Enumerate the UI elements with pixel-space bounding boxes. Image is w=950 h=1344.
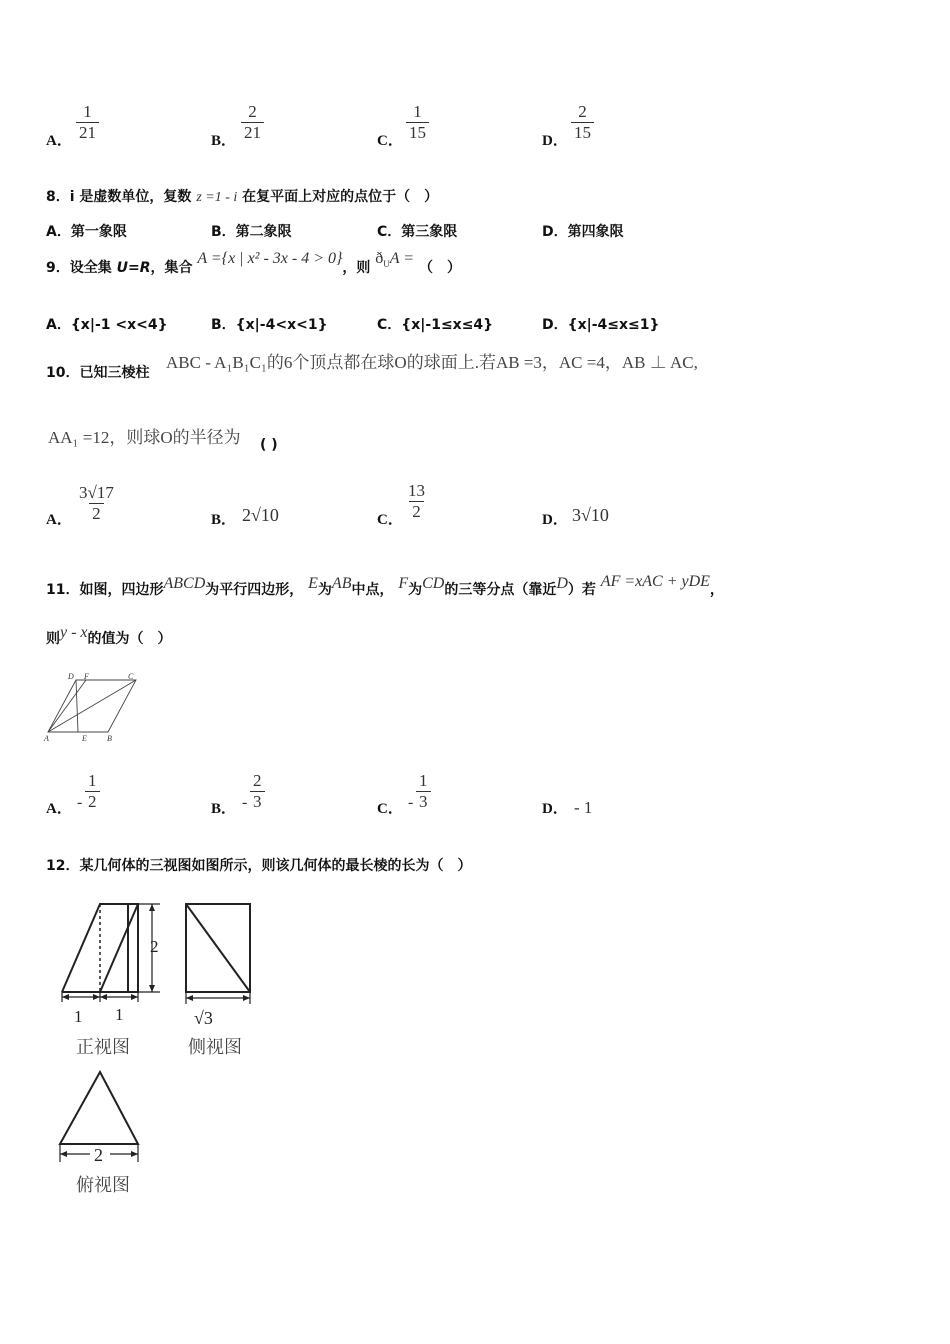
q11-option-d-label: D． xyxy=(542,801,568,817)
q10-condition-line: ABC - A₁B₁C₁的6个顶点都在球O的球面上.若AB =3，AC =4，AB ⊥ AC, xyxy=(166,353,698,372)
stem-text: 某几何体的三视图如图所示，则该几何体的最长棱的长为（ ） xyxy=(79,858,472,874)
math-expression: z =1 - i xyxy=(196,190,238,205)
side-view-caption: 侧视图 xyxy=(188,1037,242,1058)
stem-text: 已知三棱柱 xyxy=(79,365,150,381)
q11-option-c-fraction[interactable] xyxy=(416,771,431,812)
q10-option-d-label: D． xyxy=(542,512,568,528)
dim-height: 2 xyxy=(150,937,159,956)
label-f: F xyxy=(84,672,89,681)
q9-stem xyxy=(46,250,461,278)
q12-stem xyxy=(46,855,471,875)
label-c: C xyxy=(128,672,134,681)
question-number: 10． xyxy=(46,365,80,381)
numerator: 13 xyxy=(408,481,425,500)
q11-stem-line2: 则y - x的值为（ ） xyxy=(46,624,172,647)
q8-option-b[interactable]: B．第二象限 xyxy=(211,224,292,240)
q9-option-b[interactable]: B．{x|-4<x<1} xyxy=(211,317,328,333)
denominator: 21 xyxy=(76,122,99,143)
q9-option-d[interactable]: D．{x|-4≤x≤1} xyxy=(542,317,660,333)
q11-option-b-fraction[interactable] xyxy=(250,771,265,812)
numerator: 1 xyxy=(88,771,97,790)
q7-option-c-fraction[interactable] xyxy=(406,102,429,143)
numerator: 1 xyxy=(419,771,428,790)
q11-option-c-label: C． xyxy=(377,801,403,817)
q7-option-a-fraction[interactable] xyxy=(76,102,99,143)
numerator: 2 xyxy=(248,102,257,121)
numerator: 2 xyxy=(253,771,262,790)
numerator: 1 xyxy=(83,102,92,121)
complement-expression: $ð_UA$ = xyxy=(375,250,415,270)
question-number: 11． xyxy=(46,582,80,598)
segment-de xyxy=(76,680,78,732)
top-triangle xyxy=(60,1072,138,1144)
label-d: D xyxy=(68,672,74,681)
universal-set: U=R xyxy=(116,260,151,276)
q10-option-c-fraction[interactable] xyxy=(405,481,428,522)
front-view-figure xyxy=(52,898,170,1026)
denominator: 3 xyxy=(250,791,265,812)
stem-text: 在复平面上对应的点位于（ ） xyxy=(242,189,439,205)
minus-sign: - xyxy=(408,794,414,811)
q7-option-b-label: B． xyxy=(211,133,237,149)
question-number: 9． xyxy=(46,260,70,276)
denominator: 2 xyxy=(89,503,104,524)
stem-text: （ ） xyxy=(418,260,461,276)
top-view-figure xyxy=(52,1066,152,1170)
q10-option-b-label: B． xyxy=(211,512,237,528)
label-e: E xyxy=(82,734,87,743)
segment-af xyxy=(48,680,86,732)
q11-stem-line1: 11．如图，四边形ABCD为平行四边形， E为AB中点， F为CD的三等分点（靠近D）若 AF =xAC + yDE， xyxy=(46,573,724,598)
dim-one-left: 1 xyxy=(74,1007,83,1026)
diagonal-ac xyxy=(48,680,136,732)
q7-option-a-label: A． xyxy=(46,133,72,149)
label-a: A xyxy=(44,734,49,743)
minus-sign: - xyxy=(77,794,83,811)
front-view-caption: 正视图 xyxy=(76,1037,130,1058)
stem-text: ，则 xyxy=(342,260,371,276)
denominator: 2 xyxy=(409,501,424,522)
numerator: 3√17 xyxy=(79,483,114,502)
q10-option-a-label: A． xyxy=(46,512,72,528)
stem-text: 设全集 xyxy=(69,260,117,276)
q10-option-a-fraction[interactable] xyxy=(76,483,117,524)
q10-option-b-value[interactable]: 2√10 xyxy=(242,505,279,525)
q9-option-a[interactable]: A．{x|-1 <x<4} xyxy=(46,317,168,333)
q10-option-d-value[interactable]: 3√10 xyxy=(572,505,609,525)
question-number: 12． xyxy=(46,858,80,874)
top-view-caption: 俯视图 xyxy=(76,1175,130,1196)
vector-equation: AF =xAC + yDE xyxy=(600,573,710,590)
denominator: 15 xyxy=(571,122,594,143)
minus-sign: - xyxy=(242,794,248,811)
q10-radius-line: AA₁ =12，则球O的半径为 xyxy=(48,428,241,447)
q11-option-b-label: B． xyxy=(211,801,237,817)
stem-text: i 是虚数单位，复数 xyxy=(69,189,192,205)
side-diagonal xyxy=(186,904,250,992)
q7-option-d-label: D． xyxy=(542,133,568,149)
set-expression: A ={x | x² - 3x - 4 > 0} xyxy=(197,250,343,267)
numerator: 2 xyxy=(578,102,587,121)
q8-option-d[interactable]: D．第四象限 xyxy=(542,224,624,240)
question-number: 8． xyxy=(46,189,70,205)
side-view-figure xyxy=(180,898,260,1030)
dim-two: 2 xyxy=(94,1145,103,1165)
q11-option-a-fraction[interactable] xyxy=(85,771,100,812)
denominator: 15 xyxy=(406,122,429,143)
q7-option-d-fraction[interactable] xyxy=(571,102,594,143)
denominator: 3 xyxy=(416,791,431,812)
q9-option-c[interactable]: C．{x|-1≤x≤4} xyxy=(377,317,494,333)
stem-text: ，集合 xyxy=(150,260,193,276)
q10-answer-paren: ( ) xyxy=(260,437,278,453)
q11-parallelogram-figure xyxy=(40,670,150,746)
q8-option-a[interactable]: A．第一象限 xyxy=(46,224,127,240)
q11-option-a-label: A． xyxy=(46,801,72,817)
q10-stem-start xyxy=(46,362,149,382)
q8-stem xyxy=(46,186,438,206)
numerator: 1 xyxy=(413,102,422,121)
denominator: 21 xyxy=(241,122,264,143)
q7-option-c-label: C． xyxy=(377,133,403,149)
dim-sqrt3: √3 xyxy=(194,1008,213,1028)
q10-option-c-label: C． xyxy=(377,512,403,528)
dim-one-right: 1 xyxy=(115,1005,124,1024)
q11-option-d-value[interactable]: - 1 xyxy=(574,798,593,817)
front-diagonal xyxy=(100,904,138,992)
label-b: B xyxy=(107,734,112,743)
denominator: 2 xyxy=(85,791,100,812)
q7-option-b-fraction[interactable] xyxy=(241,102,264,143)
q8-option-c[interactable]: C．第三象限 xyxy=(377,224,458,240)
